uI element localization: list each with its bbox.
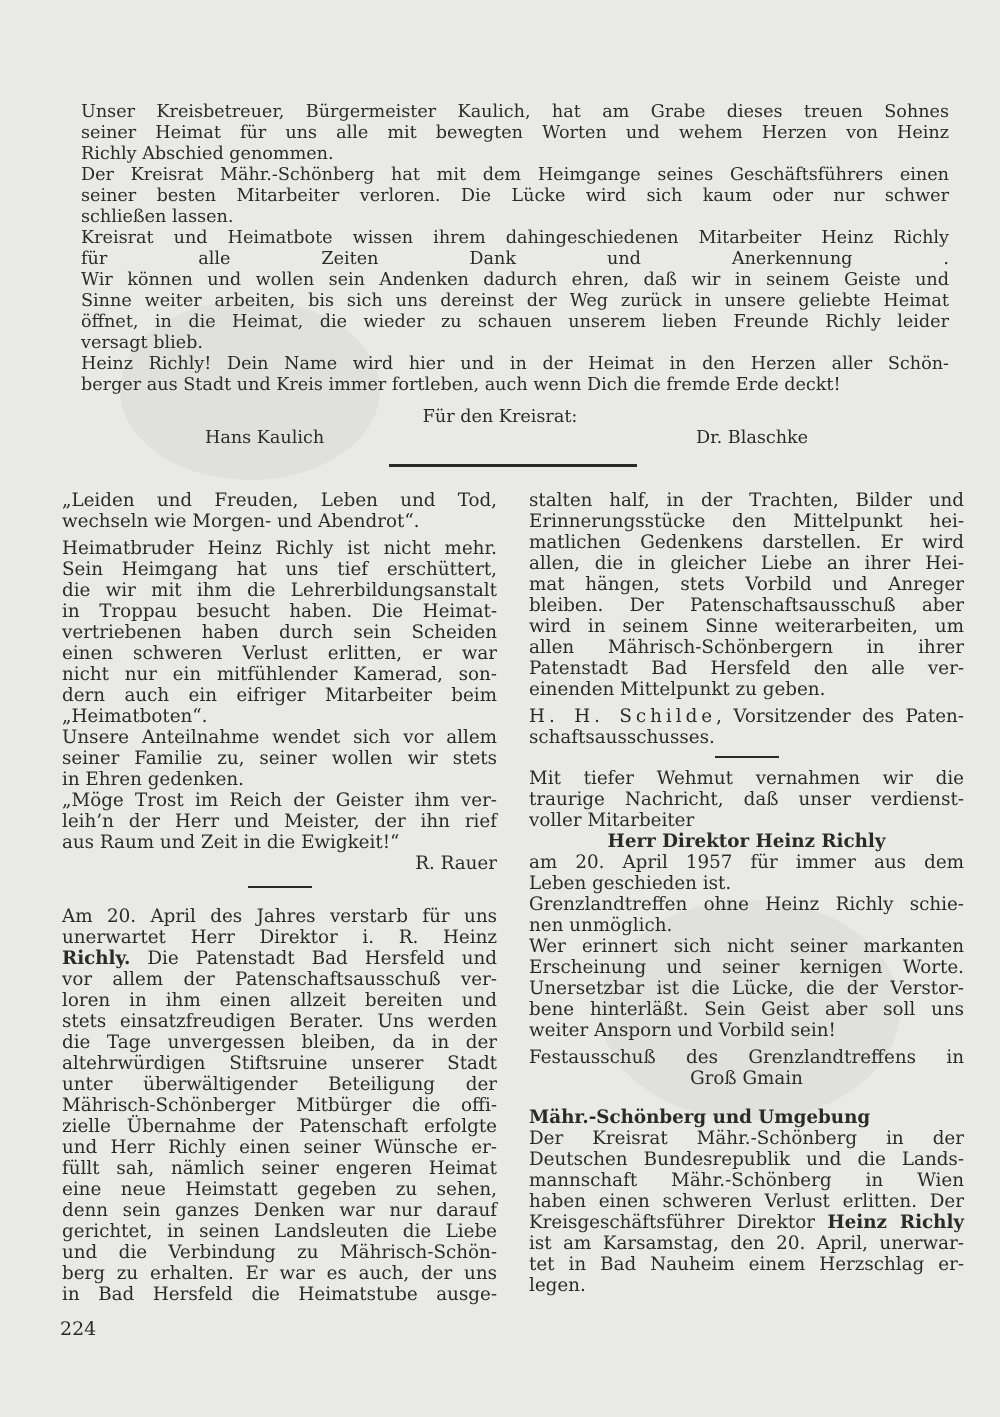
text-line: bleiben. Der Patenschaftsausschuß aber xyxy=(529,595,964,616)
text-line: aus Raum und Zeit in die Ewigkeit!“ xyxy=(62,832,400,853)
text-line: matlichen Gedenkens darstellen. Er wird xyxy=(529,532,964,553)
signer-line: H. H. Schilde, Vorsitzender des Paten- xyxy=(529,706,964,727)
text-line: Wir können und wollen sein Andenken dadurch ehren, daß wir in seinem Geiste und xyxy=(81,270,949,290)
text-line: Leben geschieden ist. xyxy=(529,873,732,894)
text-line: altehrwürdigen Stiftsruine unserer Stadt xyxy=(62,1053,497,1074)
text-line: in Bad Hersfeld die Heimatstube ausge- xyxy=(62,1284,497,1305)
text-line: Sein Heimgang hat uns tief erschüttert, xyxy=(62,559,497,580)
text-line: unter überwältigender Beteiligung der xyxy=(62,1074,497,1095)
text-line: Unsere Anteilnahme wendet sich vor allem xyxy=(62,727,497,748)
text-line: Am 20. April des Jahres verstarb für uns xyxy=(62,906,497,927)
text-line: Mährisch-Schönberger Mitbürger die offi- xyxy=(62,1095,497,1116)
text-line: seiner Familie zu, seiner wollen wir stets xyxy=(62,748,497,769)
text-line: in Troppau besucht haben. Die Heimat- xyxy=(62,601,497,622)
text-line: berg zu erhalten. Er war es auch, der uns xyxy=(62,1263,497,1284)
signature-right-name: Dr. Blaschke xyxy=(696,428,809,448)
section-divider xyxy=(389,464,637,467)
grenzland-tribute-continued xyxy=(529,852,964,1041)
text-line: die Tage unvergessen bleiben, da in der xyxy=(62,1032,497,1053)
closing-tribute-paragraph xyxy=(81,102,949,396)
kreisrat-notice-end xyxy=(529,1233,964,1296)
text-line: allen, die in gleicher Liebe an ihrer Hei- xyxy=(529,553,964,574)
text-line: „Leiden und Freuden, Leben und Tod, xyxy=(62,490,497,511)
text-line: Heimatbruder Heinz Richly ist nicht mehr. xyxy=(62,538,497,559)
right-column xyxy=(529,490,964,1296)
short-divider xyxy=(715,756,779,758)
text-line: nen unmöglich. xyxy=(529,915,673,936)
text-line: tet in Bad Nauheim einem Herzschlag er- xyxy=(529,1254,964,1275)
text-line: und Herr Richly einen seiner Wünsche er- xyxy=(62,1137,497,1158)
text-line: allen Mährisch-Schönbergern in ihrer xyxy=(529,637,964,658)
festausschuss-line: Festausschuß des Grenzlandtreffens in xyxy=(529,1047,964,1068)
rauer-tribute xyxy=(62,538,497,853)
text-line: nicht nur ein mitfühlender Kamerad, son- xyxy=(62,664,497,685)
hersfeld-tribute xyxy=(62,906,497,948)
text-line: Unser Kreisbetreuer, Bürgermeister Kaulich, hat am Grabe dieses treuen Sohnes xyxy=(81,102,949,122)
grenzland-tribute xyxy=(529,768,964,831)
signature-left-name: Hans Kaulich xyxy=(205,428,325,448)
signer-line-2: schaftsausschusses. xyxy=(529,727,715,748)
text-line: Patenstadt Bad Hersfeld den alle ver- xyxy=(529,658,964,679)
text-line: vor allem der Patenschaftsausschuß ver- xyxy=(62,969,497,990)
text-line: unerwartet Herr Direktor i. R. Heinz xyxy=(62,927,497,948)
text-line: einen schweren Verlust erlitten, er war xyxy=(62,643,497,664)
hersfeld-tribute-continued xyxy=(62,969,497,1305)
text-line: wird in seinem Sinne weiterarbeiten, um xyxy=(529,616,964,637)
kreisrat-notice xyxy=(529,1128,964,1212)
text-line: Erscheinung und seiner kernigen Worte. xyxy=(529,957,964,978)
text-line: Wer erinnert sich nicht seiner markanten xyxy=(529,936,964,957)
text-line: Richly Abschied genommen. xyxy=(81,144,334,164)
text-line: leih’n der Herr und Meister, der ihn rief xyxy=(62,811,497,832)
text-line: in Ehren gedenken. xyxy=(62,769,244,790)
text-line: Sinne weiter arbeiten, bis sich uns dereinst der Weg zurück in unsere geliebte Heimat xyxy=(81,291,949,311)
text-line: gerichtet, in seinen Landsleuten die Liebe xyxy=(62,1221,497,1242)
text-line: legen. xyxy=(529,1275,586,1296)
left-column xyxy=(62,490,497,1305)
hersfeld-tribute-end xyxy=(529,490,964,700)
text-line: dern auch ein eifriger Mitarbeiter beim xyxy=(62,685,497,706)
text-line: am 20. April 1957 für immer aus dem xyxy=(529,852,964,873)
text-line: und die Verbindung zu Mährisch-Schön- xyxy=(62,1242,497,1263)
text-line: mannschaft Mähr.-Schönberg in Wien xyxy=(529,1170,964,1191)
text-line: schließen lassen. xyxy=(81,207,234,227)
text-line: einenden Mittelpunkt zu geben. xyxy=(529,679,826,700)
text-line: haben einen schweren Verlust erlitten. Der xyxy=(529,1191,964,1212)
text-line: Deutschen Bundesrepublik und die Lands- xyxy=(529,1149,964,1170)
text-line: Mit tiefer Wehmut vernahmen wir die xyxy=(529,768,964,789)
text-line: voller Mitarbeiter xyxy=(529,810,695,831)
text-line: loren in ihm einen allzeit bereiten und xyxy=(62,990,497,1011)
text-line: „Möge Trost im Reich der Geister ihm ver- xyxy=(62,790,497,811)
text-line: berger aus Stadt und Kreis immer fortleben, auch wenn Dich die fremde Erde deckt! xyxy=(81,375,841,395)
text-line: zielle Übernahme der Patenschaft erfolgte xyxy=(62,1116,497,1137)
text-line: stets einsatzfreudigen Berater. Uns werden xyxy=(62,1011,497,1032)
short-divider xyxy=(248,886,312,888)
honoree-name: Herr Direktor Heinz Richly xyxy=(607,831,886,852)
text-line: seiner besten Mitarbeiter verloren. Die Lücke wird sich kaum oder nur schwer xyxy=(81,186,949,206)
text-line: die wir mit ihm die Lehrerbildungsanstalt xyxy=(62,580,497,601)
signature-for-line: Für den Kreisrat: xyxy=(422,407,578,427)
text-line: Kreisgeschäftsführer Direktor Heinz Richly xyxy=(529,1212,965,1233)
section-heading: Mähr.-Schönberg und Umgebung xyxy=(529,1107,871,1128)
text-line: denn sein ganzes Denken war nur darauf xyxy=(62,1200,497,1221)
text-line: stalten half, in der Trachten, Bilder und xyxy=(529,490,964,511)
page-number: 224 xyxy=(60,1318,97,1340)
text-line: Der Kreisrat Mähr.-Schönberg in der xyxy=(529,1128,964,1149)
text-line: „Heimatboten“. xyxy=(62,706,208,727)
text-line: eine neue Heimstatt gegeben zu sehen, xyxy=(62,1179,497,1200)
text-line: Unersetzbar ist die Lücke, die der Verstor- xyxy=(529,978,964,999)
text-line: öffnet, in die Heimat, die wieder zu schauen unserem lieben Freunde Richly leider xyxy=(81,312,949,332)
text-line: Richly. Die Patenstadt Bad Hersfeld und xyxy=(62,948,497,969)
text-line: weiter Ansporn und Vorbild sein! xyxy=(529,1020,836,1041)
text-line: füllt sah, nämlich seiner engeren Heimat xyxy=(62,1158,497,1179)
author-rauer: R. Rauer xyxy=(415,853,497,874)
text-line: Grenzlandtreffen ohne Heinz Richly schie- xyxy=(529,894,964,915)
text-line: mat hängen, stets Vorbild und Anreger xyxy=(529,574,964,595)
text-line: vertriebenen haben durch sein Scheiden xyxy=(62,622,497,643)
text-line: ist am Karsamstag, den 20. April, unerwar- xyxy=(529,1233,964,1254)
text-line: versagt blieb. xyxy=(81,333,203,353)
festausschuss-place: Groß Gmain xyxy=(690,1068,803,1089)
opening-quote xyxy=(62,490,497,532)
text-line: Erinnerungsstücke den Mittelpunkt hei- xyxy=(529,511,964,532)
text-line: Heinz Richly! Dein Name wird hier und in der Heimat in den Herzen aller Schön- xyxy=(81,354,949,374)
text-line: für alle Zeiten Dank und Anerkennung . xyxy=(81,249,949,269)
text-line: seiner Heimat für uns alle mit bewegten Worten und wehem Herzen von Heinz xyxy=(81,123,949,143)
text-line: Kreisrat und Heimatbote wissen ihrem dahingeschiedenen Mitarbeiter Heinz Richly xyxy=(81,228,949,248)
text-line: wechseln wie Morgen- und Abendrot“. xyxy=(62,511,420,532)
text-line: bene hinterläßt. Sein Geist aber soll uns xyxy=(529,999,964,1020)
text-line: traurige Nachricht, daß unser verdienst- xyxy=(529,789,964,810)
text-line: Der Kreisrat Mähr.-Schönberg hat mit dem Heimgange seines Geschäftsführers einen xyxy=(81,165,949,185)
